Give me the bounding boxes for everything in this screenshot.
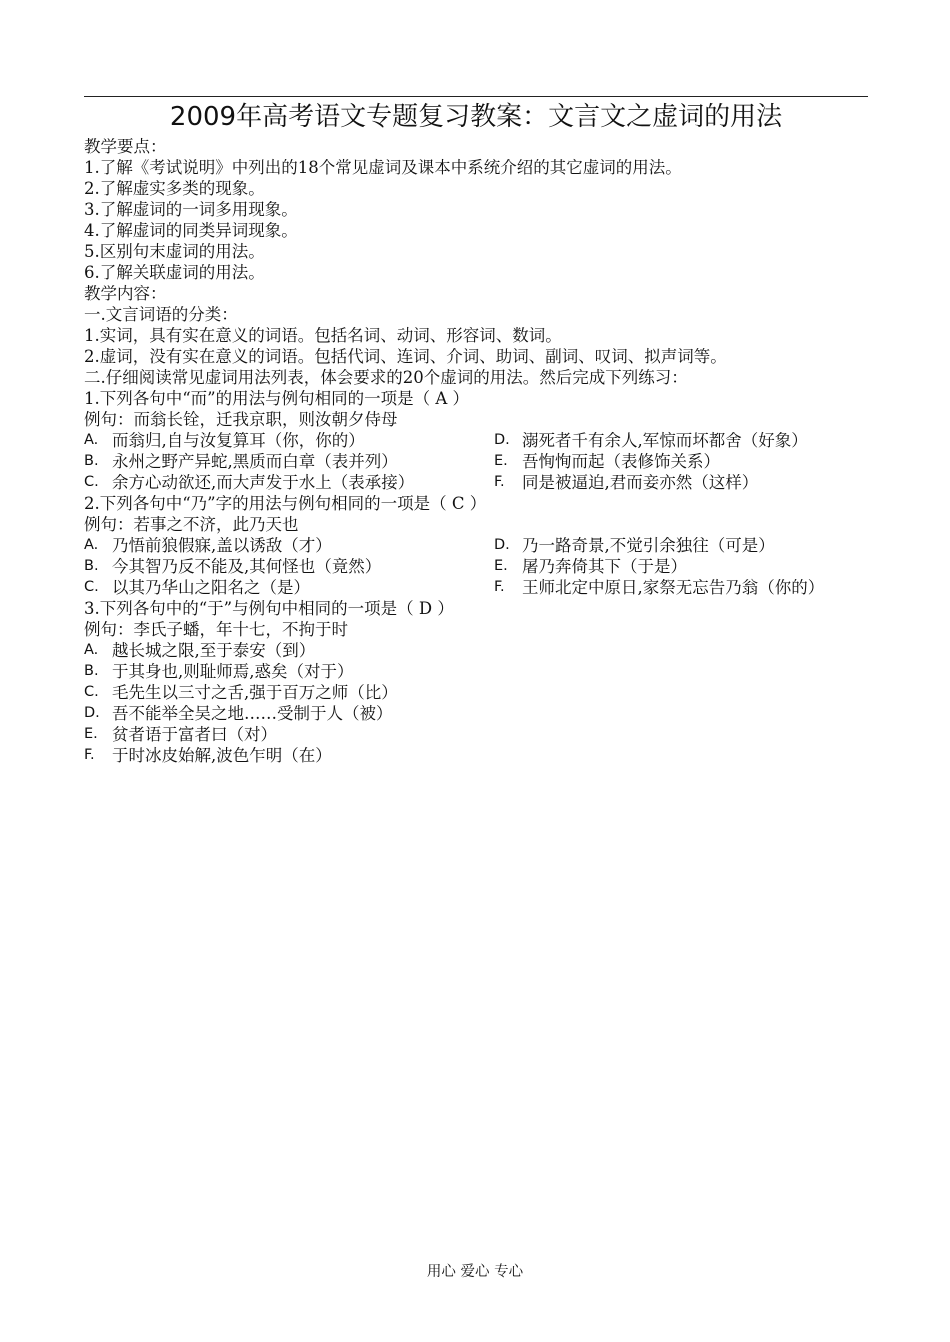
option-item bbox=[84, 535, 494, 556]
option-item bbox=[84, 556, 494, 577]
option-text: 乃悟前狼假寐,盖以诱敌（才） bbox=[112, 536, 332, 555]
option-item bbox=[84, 745, 884, 766]
option-label: F. bbox=[84, 747, 95, 763]
option-label: F. bbox=[494, 579, 505, 595]
option-item bbox=[494, 472, 758, 493]
option-label: A. bbox=[84, 642, 99, 658]
question-stem: 1.下列各句中“而”的用法与例句相同的一项是（ A ） bbox=[84, 389, 470, 408]
option-label: A. bbox=[84, 432, 99, 448]
option-text: 屠乃奔倚其下（于是） bbox=[522, 557, 687, 576]
option-row bbox=[84, 577, 884, 598]
option-item bbox=[494, 577, 824, 598]
option-label: B. bbox=[84, 663, 99, 679]
objective-item: 6.了解关联虚词的用法。 bbox=[84, 263, 265, 282]
option-text: 贫者语于富者曰（对） bbox=[112, 725, 277, 744]
option-text: 溺死者千有余人,军惊而坏都舍（好象） bbox=[522, 431, 808, 450]
option-item bbox=[84, 661, 884, 682]
option-row bbox=[84, 472, 884, 493]
question-stem: 2.下列各句中“乃”字的用法与例句相同的一项是（ C ） bbox=[84, 494, 487, 513]
option-item bbox=[84, 472, 494, 493]
option-text: 吾恂恂而起（表修饰关系） bbox=[522, 452, 720, 471]
option-item bbox=[494, 451, 720, 472]
option-text: 今其智乃反不能及,其何怪也（竟然） bbox=[112, 557, 382, 576]
option-label: E. bbox=[494, 558, 508, 574]
header-rule bbox=[84, 96, 868, 97]
objectives-heading: 教学要点： bbox=[84, 137, 167, 156]
objective-item: 2.了解虚实多类的现象。 bbox=[84, 179, 265, 198]
option-label: C. bbox=[84, 474, 99, 490]
option-label: D. bbox=[494, 432, 510, 448]
option-item bbox=[84, 703, 884, 724]
option-text: 以其乃华山之阳名之（是） bbox=[112, 578, 310, 597]
option-item bbox=[494, 535, 775, 556]
section2-heading: 二.仔细阅读常见虚词用法列表，体会要求的20个虚词的用法。然后完成下列练习： bbox=[84, 368, 688, 387]
option-row bbox=[84, 556, 884, 577]
section1-item: 2.虚词，没有实在意义的词语。包括代词、连词、介词、助词、副词、叹词、拟声词等。 bbox=[84, 347, 727, 366]
content-heading: 教学内容： bbox=[84, 284, 167, 303]
option-item bbox=[84, 682, 884, 703]
section1-item: 1.实词，具有实在意义的词语。包括名词、动词、形容词、数词。 bbox=[84, 326, 562, 345]
option-text: 吾不能举全吴之地……受制于人（被） bbox=[112, 704, 393, 723]
document-title: 2009年高考语文专题复习教案：文言文之虚词的用法 bbox=[169, 102, 783, 132]
option-item bbox=[84, 640, 884, 661]
section1-heading: 一.文言词语的分类： bbox=[84, 305, 238, 324]
option-label: C. bbox=[84, 579, 99, 595]
question-example: 例句：而翁长铨，迁我京职，则汝朝夕侍母 bbox=[84, 410, 398, 429]
option-item bbox=[84, 724, 884, 745]
option-label: E. bbox=[84, 726, 98, 742]
option-item bbox=[84, 451, 494, 472]
option-label: F. bbox=[494, 474, 505, 490]
document-body bbox=[84, 136, 884, 766]
option-label: A. bbox=[84, 537, 99, 553]
question-example: 例句：李氏子蟠，年十七，不拘于时 bbox=[84, 620, 348, 639]
option-item bbox=[494, 556, 687, 577]
question-example: 例句：若事之不济，此乃天也 bbox=[84, 515, 299, 534]
objective-item: 1.了解《考试说明》中列出的18个常见虚词及课本中系统介绍的其它虚词的用法。 bbox=[84, 158, 682, 177]
option-text: 于时冰皮始解,波色乍明（在） bbox=[112, 746, 332, 765]
option-item bbox=[84, 577, 494, 598]
option-row bbox=[84, 535, 884, 556]
option-text: 永州之野产异蛇,黑质而白章（表并列） bbox=[112, 452, 398, 471]
option-text: 乃一路奇景,不觉引余独往（可是） bbox=[522, 536, 775, 555]
option-text: 同是被逼迫,君而妾亦然（这样） bbox=[522, 473, 759, 492]
option-label: B. bbox=[84, 558, 99, 574]
option-label: D. bbox=[494, 537, 510, 553]
option-text: 于其身也,则耻师焉,惑矣（对于） bbox=[112, 662, 354, 681]
option-label: B. bbox=[84, 453, 99, 469]
option-text: 毛先生以三寸之舌,强于百万之师（比） bbox=[112, 683, 398, 702]
option-text: 王师北定中原日,家祭无忘告乃翁（你的） bbox=[522, 578, 825, 597]
option-row bbox=[84, 451, 884, 472]
question-stem: 3.下列各句中的“于”与例句中相同的一项是（ D ） bbox=[84, 599, 454, 618]
objective-item: 4.了解虚词的同类异词现象。 bbox=[84, 221, 298, 240]
option-label: C. bbox=[84, 684, 99, 700]
option-row bbox=[84, 430, 884, 451]
option-label: D. bbox=[84, 705, 100, 721]
page-footer: 用心 爱心 专心 bbox=[426, 1264, 524, 1280]
option-label: E. bbox=[494, 453, 508, 469]
option-text: 越长城之限,至于泰安（到） bbox=[112, 641, 316, 660]
option-item bbox=[84, 430, 494, 451]
objective-item: 5.区别句末虚词的用法。 bbox=[84, 242, 265, 261]
option-text: 而翁归,自与汝复算耳（你，你的） bbox=[112, 431, 365, 450]
objective-item: 3.了解虚词的一词多用现象。 bbox=[84, 200, 298, 219]
option-text: 余方心动欲还,而大声发于水上（表承接） bbox=[112, 473, 415, 492]
option-item bbox=[494, 430, 808, 451]
